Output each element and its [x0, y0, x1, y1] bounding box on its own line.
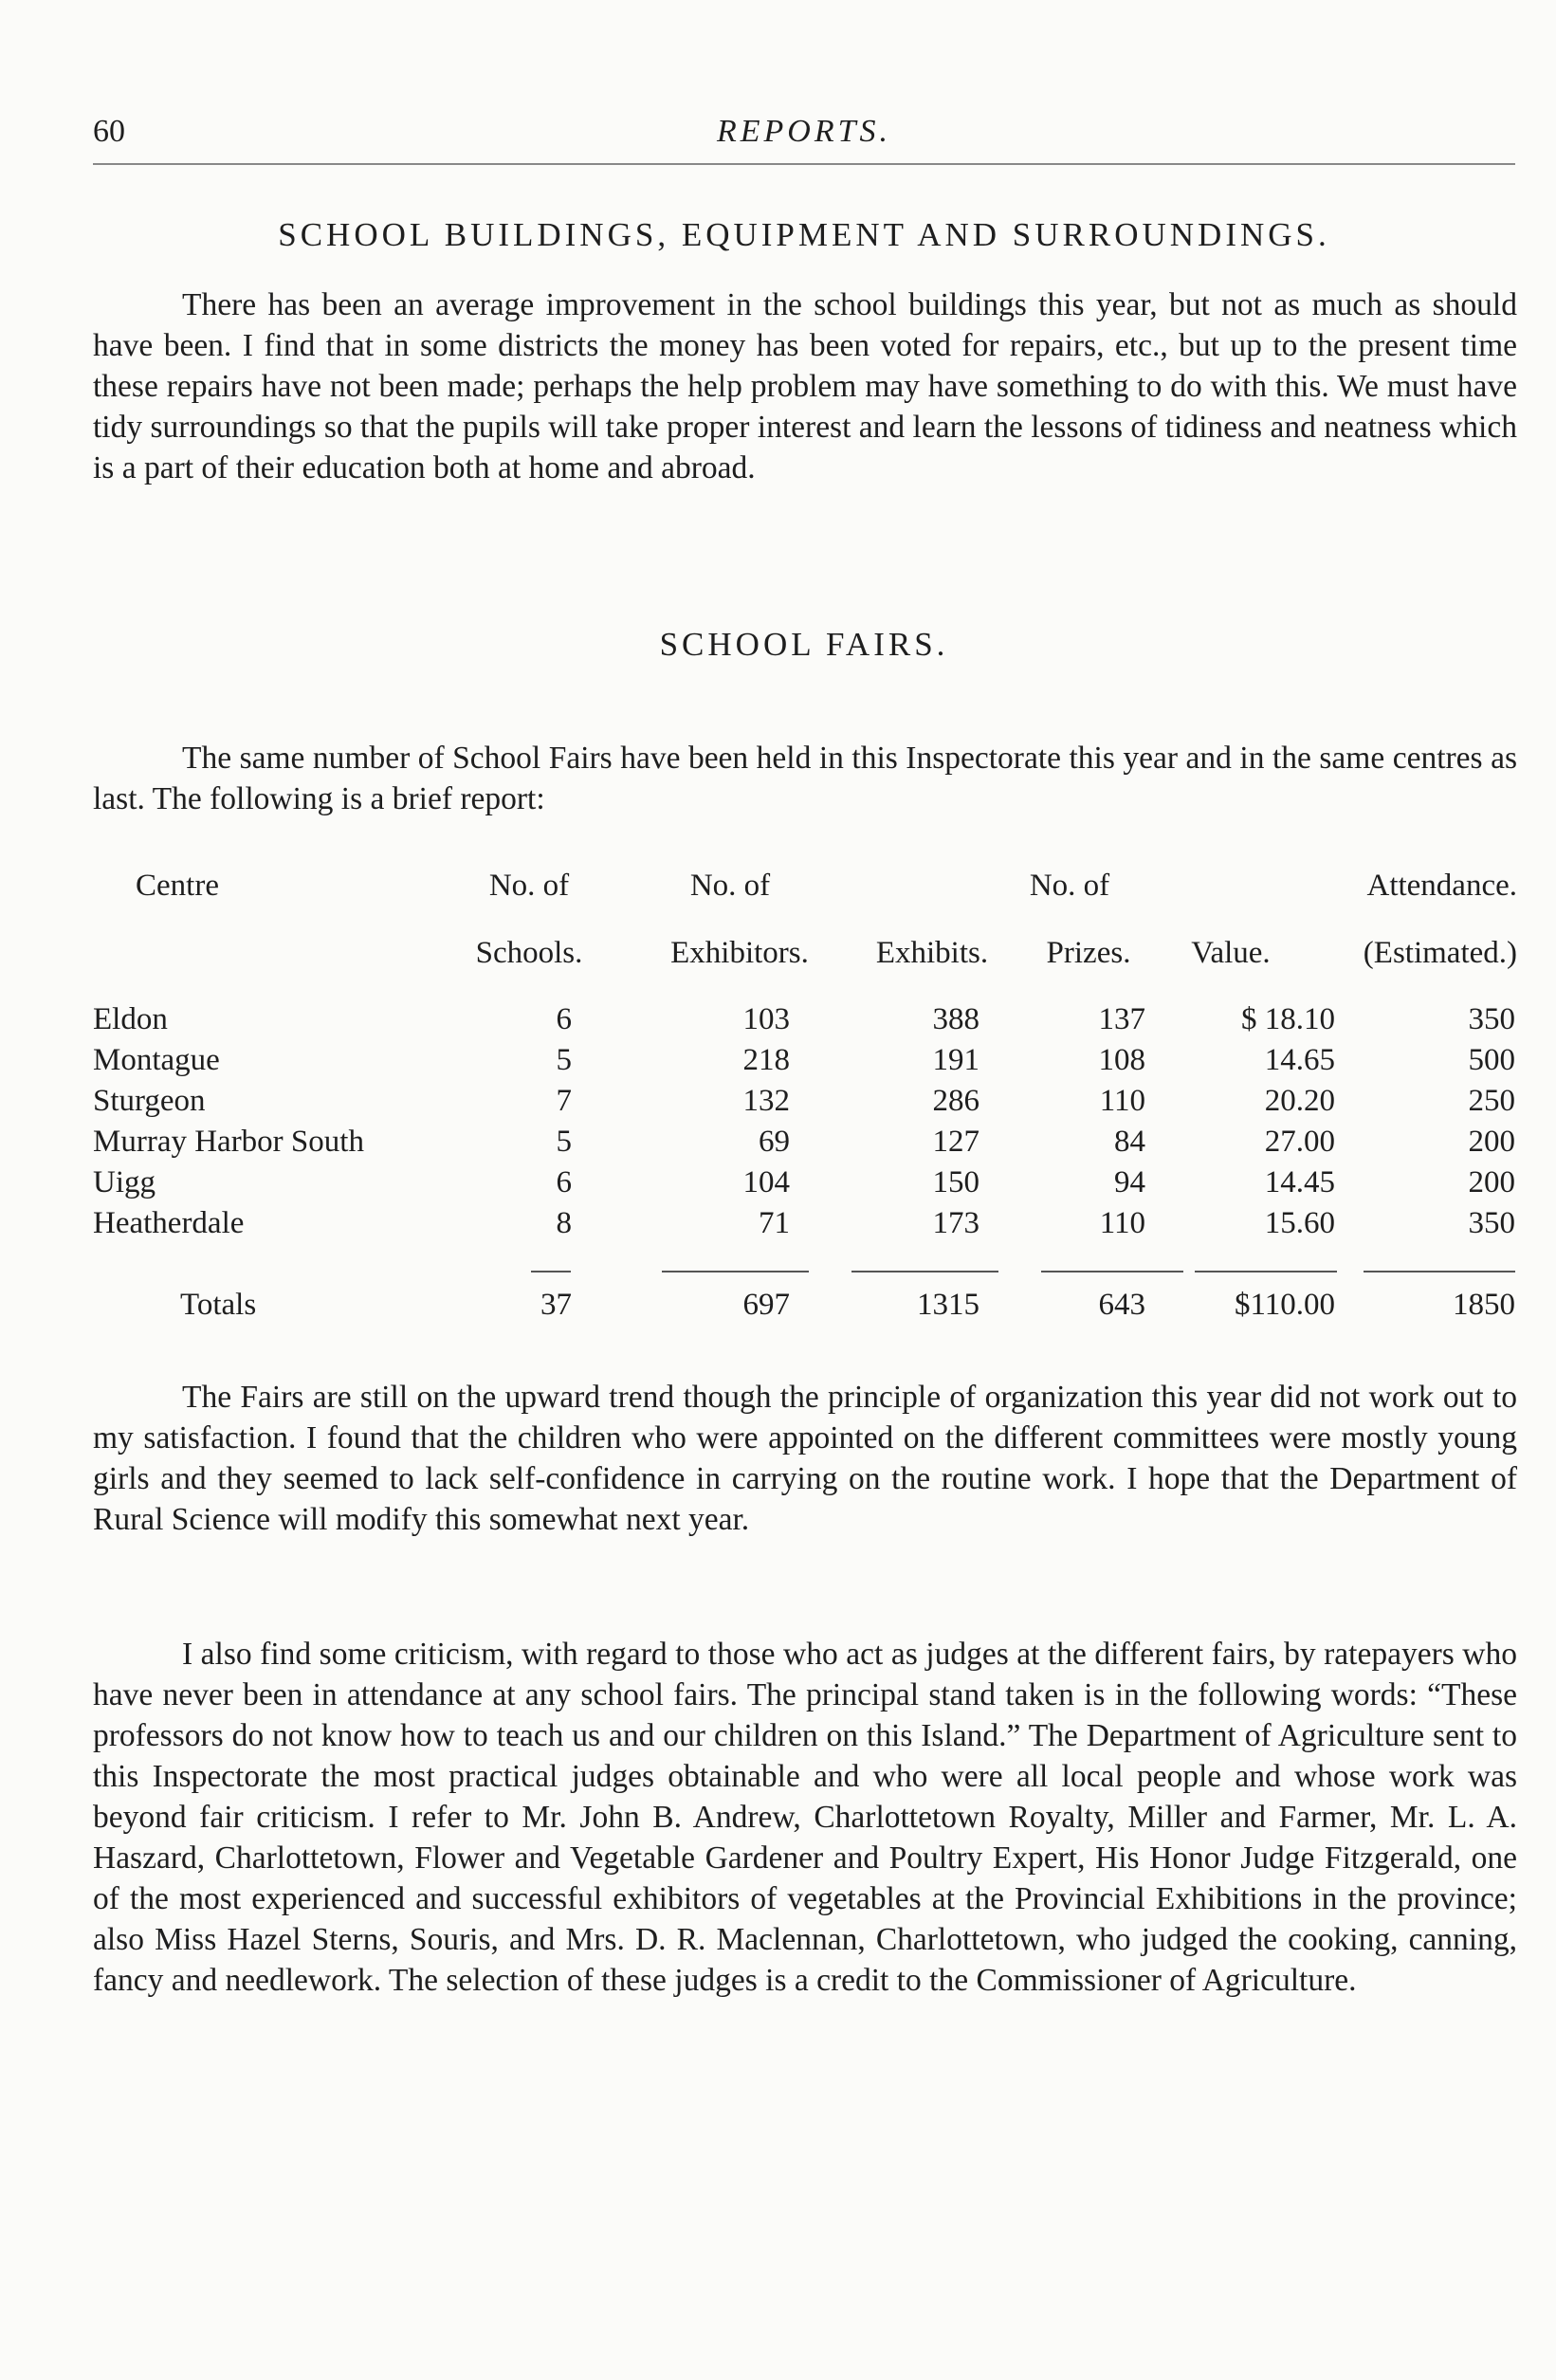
- cell-exhibitors: 132: [742, 1084, 790, 1118]
- column-header-no-of-exhibitors: No. of: [689, 869, 771, 903]
- section-heading-fairs: SCHOOL FAIRS.: [659, 626, 949, 663]
- cell-value: 15.60: [1264, 1206, 1335, 1240]
- paragraph-judges: I also find some criticism, with regard to those who act as judges at the different fairs, by ratepayers who have never been in attendance at any school fairs. The principal stand taken is in the following words: “These professors do not know how to teach us and our children on this Island.” The Department of Agriculture sent to this Inspectorate the most practical judges obtainable and who were all local people and whose work was beyond fair criticism. I refer to Mr. John B. Andrew, Charlottetown Royalty, Miller and Farmer, Mr. L. A. Haszard, Charlottetown, Flower and Vegetable Gardener and Poultry Expert, His Honor Judge Fitzgerald, one of the most experienced and successful exhibitors of vegetables at the Provincial Exhibitions in the province; also Miss Hazel Sterns, Souris, and Mrs. D. R. Maclennan, Charlottetown, who judged the cooking, canning, fancy and needlework. The selection of these judges is a credit to the Commissioner of Agriculture.: [93, 1637, 1517, 1998]
- cell-centre: Heatherdale: [93, 1206, 245, 1240]
- cell-attendance: 500: [1468, 1043, 1515, 1077]
- section-heading-buildings: SCHOOL BUILDINGS, EQUIPMENT AND SURROUNDINGS.: [278, 216, 1330, 253]
- cell-prizes: 108: [1098, 1043, 1145, 1077]
- cell-exhibits: 388: [932, 1002, 979, 1036]
- cell-schools: 6: [556, 1002, 572, 1036]
- paragraph-buildings: There has been an average improvement in the school buildings this year, but not as much as should have been. I find that in some districts the money has been voted for repairs, etc., but up to the present time these repairs have not been made; perhaps the help problem may have something to do with this. We must have tidy surroundings so that the pupils will take proper interest and learn the lessons of tidiness and neatness which is a part of their education both at home and abroad.: [93, 287, 1517, 485]
- cell-value: 14.45: [1264, 1165, 1335, 1199]
- paragraph-fairs-trend: The Fairs are still on the upward trend though the principle of organization this year did not work out to my satisfaction. I found that the children who were appointed on the different committees were mostly young girls and they seemed to lack self-confidence in carrying on the routine work. I hope that the Department of Rural Science will modify this somewhat next year.: [93, 1380, 1517, 1537]
- cell-centre: Uigg: [93, 1165, 156, 1199]
- cell-attendance: 250: [1468, 1084, 1515, 1118]
- table-row: [93, 1165, 1517, 1206]
- cell-exhibitors: 69: [759, 1125, 790, 1159]
- cell-prizes: 84: [1114, 1125, 1145, 1159]
- cell-exhibits: 173: [932, 1206, 979, 1240]
- column-header-exhibits: Exhibits.: [875, 936, 989, 970]
- cell-schools: 6: [556, 1165, 572, 1199]
- cell-centre: Eldon: [93, 1002, 168, 1036]
- cell-exhibits: 286: [932, 1084, 979, 1118]
- totals-rule: [662, 1271, 809, 1272]
- cell-value: 27.00: [1264, 1125, 1335, 1159]
- totals-exhibits: 1315: [917, 1288, 979, 1322]
- cell-attendance: 200: [1468, 1125, 1515, 1159]
- cell-schools: 5: [556, 1125, 572, 1159]
- cell-schools: 7: [556, 1084, 572, 1118]
- school-fairs-table: [93, 863, 1517, 1337]
- page-number: 60: [93, 114, 125, 149]
- cell-centre: Sturgeon: [93, 1084, 206, 1118]
- paragraph-fairs-intro: The same number of School Fairs have been held in this Inspectorate this year and in the same centres as last. The following is a brief report:: [93, 741, 1517, 816]
- cell-exhibitors: 103: [742, 1002, 790, 1036]
- totals-rule: [1364, 1271, 1515, 1272]
- cell-prizes: 137: [1098, 1002, 1145, 1036]
- cell-exhibitors: 218: [742, 1043, 790, 1077]
- column-header-value: Value.: [1191, 936, 1271, 970]
- column-header-attendance: Attendance.: [1366, 869, 1517, 903]
- column-header-schools: Schools.: [475, 936, 583, 970]
- table-row: [93, 1125, 1517, 1165]
- totals-schools: 37: [540, 1288, 572, 1322]
- column-header-estimated: (Estimated.): [1363, 936, 1517, 970]
- cell-centre: Montague: [93, 1043, 220, 1077]
- totals-attendance: 1850: [1453, 1288, 1515, 1322]
- cell-exhibitors: 71: [759, 1206, 790, 1240]
- column-header-exhibitors: Exhibitors.: [670, 936, 809, 970]
- cell-value: 14.65: [1264, 1043, 1335, 1077]
- cell-prizes: 94: [1114, 1165, 1145, 1199]
- cell-attendance: 350: [1468, 1002, 1515, 1036]
- cell-prizes: 110: [1099, 1206, 1145, 1240]
- cell-schools: 5: [556, 1043, 572, 1077]
- table-row: [93, 1206, 1517, 1247]
- totals-exhibitors: 697: [742, 1288, 790, 1322]
- cell-schools: 8: [556, 1206, 572, 1240]
- totals-rule: [531, 1271, 571, 1272]
- cell-value: $ 18.10: [1241, 1002, 1335, 1036]
- cell-centre: Murray Harbor South: [93, 1125, 364, 1159]
- cell-value: 20.20: [1264, 1084, 1335, 1118]
- totals-rule: [1041, 1271, 1183, 1272]
- cell-attendance: 350: [1468, 1206, 1515, 1240]
- totals-rule: [1195, 1271, 1337, 1272]
- cell-exhibits: 127: [932, 1125, 979, 1159]
- column-header-prizes: Prizes.: [1046, 936, 1131, 970]
- running-title: REPORTS.: [716, 114, 892, 149]
- totals-value: $110.00: [1234, 1288, 1335, 1322]
- table-row: [93, 1084, 1517, 1125]
- column-header-no-of-schools: No. of: [488, 869, 570, 903]
- page-header: [93, 114, 1515, 165]
- cell-exhibitors: 104: [742, 1165, 790, 1199]
- table-row: [93, 1002, 1517, 1043]
- totals-label: Totals: [180, 1288, 257, 1322]
- column-header-centre: Centre: [136, 869, 219, 903]
- table-row: [93, 1043, 1517, 1084]
- totals-prizes: 643: [1098, 1288, 1145, 1322]
- cell-attendance: 200: [1468, 1165, 1515, 1199]
- column-header-no-of-prizes: No. of: [1029, 869, 1110, 903]
- cell-exhibits: 191: [932, 1043, 979, 1077]
- cell-exhibits: 150: [932, 1165, 979, 1199]
- totals-rule: [851, 1271, 998, 1272]
- cell-prizes: 110: [1099, 1084, 1145, 1118]
